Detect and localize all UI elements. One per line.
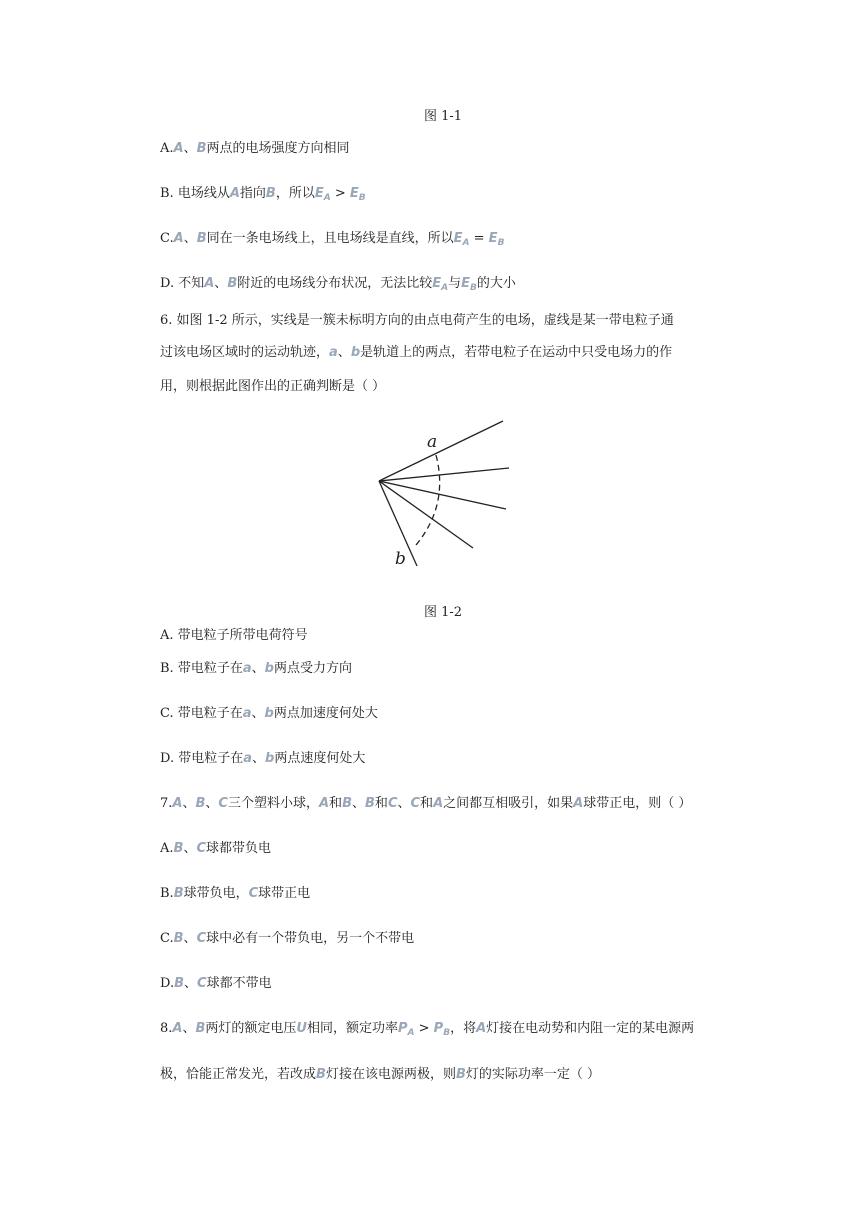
q5-option-b: B. 电场线从A指向B，所以$E_A > E_B$	[160, 186, 366, 203]
field-line-4	[379, 481, 473, 548]
q6-stem-line-3: 用，则根据此图作出的正确判断是（ ）	[160, 379, 386, 394]
q7-stem: 7.A、B、C三个塑料小球，A和B、B和C、C和A之间都互相吸引，如果A球带正电，则（ ）	[160, 796, 692, 811]
q6-option-a: A. 带电粒子所带电荷符号	[160, 628, 308, 643]
point-b-label: b	[395, 549, 406, 569]
q7-option-d: D.B、C球都不带电	[160, 976, 272, 991]
q6-stem-line-1: 6. 如图 1-2 所示，实线是一簇未标明方向的由点电荷产生的电场，虚线是某一带电粒子通	[160, 313, 674, 328]
q7-option-b: B.B球带负电，C球带正电	[160, 886, 311, 901]
particle-trajectory	[416, 455, 440, 545]
q7-option-c: C.B、C球中必有一个带负电，另一个不带电	[160, 931, 415, 946]
q5-option-d: D. 不知A、B附近的电场线分布状况，无法比较$E_A$与$E_B$的大小	[160, 276, 516, 293]
point-a-label: a	[427, 432, 438, 452]
q8-stem-line-1: 8.A、B两灯的额定电压U相同，额定功率$P_A > P_B$，将A灯接在电动势和内阻一定的某电源两	[160, 1021, 695, 1038]
q5-option-c: C.A、B同在一条电场线上，且电场线是直线，所以$E_A = E_B$	[160, 231, 505, 248]
q6-option-b: B. 带电粒子在a、b两点受力方向	[160, 661, 352, 676]
q5-option-a: A.A、B两点的电场强度方向相同	[160, 141, 350, 156]
field-line-2	[379, 468, 509, 481]
q6-stem-line-2: 过该电场区域时的运动轨迹，a、b是轨道上的两点，若带电粒子在运动中只受电场力的作	[160, 345, 673, 360]
q6-option-c: C. 带电粒子在a、b两点加速度何处大	[160, 706, 378, 721]
q7-option-a: A.B、C球都带负电	[160, 841, 272, 856]
q8-stem-line-2: 极，恰能正常发光，若改成B灯接在该电源两极，则B灯的实际功率一定（ ）	[160, 1067, 601, 1082]
field-line-1	[379, 421, 503, 481]
field-line-5	[379, 481, 417, 566]
q6-option-d: D. 带电粒子在a、b两点速度何处大	[160, 751, 366, 766]
figure-1-2-caption: 图 1-2	[424, 605, 463, 620]
field-line-3	[379, 481, 506, 509]
figure-1-1-caption: 图 1-1	[424, 109, 463, 124]
